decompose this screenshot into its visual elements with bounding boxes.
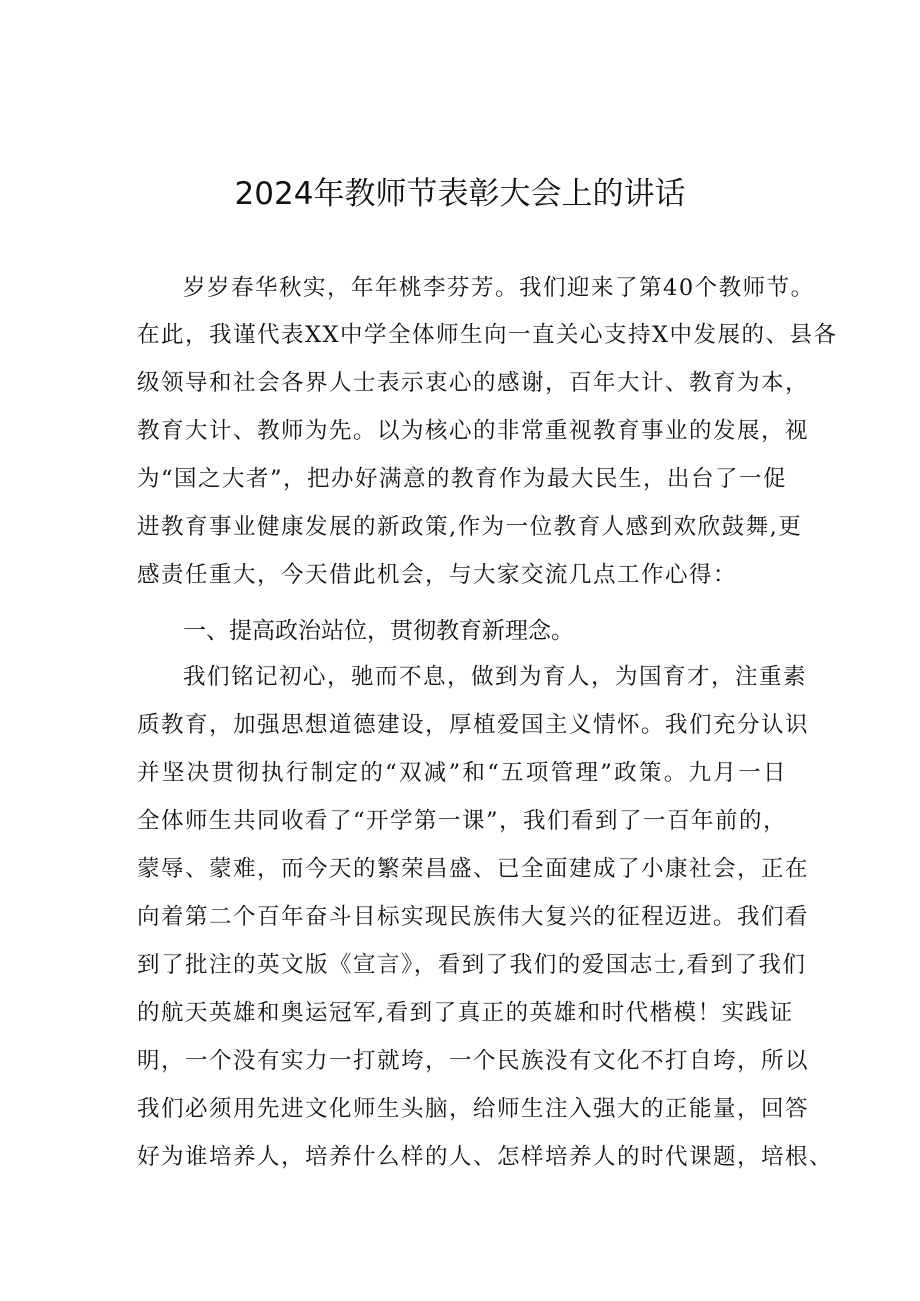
paragraph-line: 向着第二个百年奋斗目标实现民族伟大复兴的征程迈进。我们看 xyxy=(137,904,810,930)
paragraph-line: 进教育事业健康发展的新政策,作为一位教育人感到欢欣鼓舞,更 xyxy=(137,514,803,540)
paragraph-line: 岁岁春华秋实，年年桃李芬芳。我们迎来了第40个教师节。 xyxy=(183,275,815,301)
paragraph-line: 全体师生共同收看了“开学第一课”，我们看到了一百年前的， xyxy=(137,808,788,834)
section-heading: 一、提高政治站位，贯彻教育新理念。 xyxy=(183,618,574,644)
paragraph-line: 教育大计、教师为先。以为核心的非常重视教育事业的发展，视 xyxy=(137,418,810,444)
paragraph-line: 我们必须用先进文化师生头脑，给师生注入强大的正能量，回答 xyxy=(137,1096,810,1122)
paragraph-line: 级领导和社会各界人士表示衷心的感谢，百年大计、教育为本， xyxy=(137,370,810,396)
paragraph-line: 好为谁培养人，培养什么样的人、怎样培养人的时代课题，培根、 xyxy=(137,1144,834,1170)
paragraph-line: 在此，我谨代表XX中学全体师生向一直关心支持X中发展的、县各 xyxy=(137,322,838,348)
paragraph-line: 感责任重大，今天借此机会，与大家交流几点工作心得： xyxy=(137,562,738,588)
paragraph-line: 到了批注的英文版《宣言》，看到了我们的爱国志士,看到了我们 xyxy=(137,952,807,978)
document-title: 2024年教师节表彰大会上的讲话 xyxy=(234,176,686,212)
paragraph-line: 蒙辱、蒙难，而今天的繁荣昌盛、已全面建成了小康社会，正在 xyxy=(137,856,810,882)
paragraph-line: 质教育，加强思想道德建设，厚植爱国主义情怀。我们充分认识 xyxy=(137,712,810,738)
paragraph-line: 明，一个没有实力一打就垮，一个民族没有文化不打自垮，所以 xyxy=(137,1048,810,1074)
paragraph-line: 为“国之大者”，把办好满意的教育作为最大民生，出台了一促 xyxy=(137,466,788,492)
paragraph-line: 的航天英雄和奥运冠军,看到了真正的英雄和时代楷模！实践证 xyxy=(137,1000,794,1026)
paragraph-line: 并坚决贯彻执行制定的“双减”和“五项管理”政策。九月一日 xyxy=(137,760,787,786)
paragraph-line: 我们铭记初心，驰而不息，做到为育人，为国育才，注重素 xyxy=(183,664,808,690)
